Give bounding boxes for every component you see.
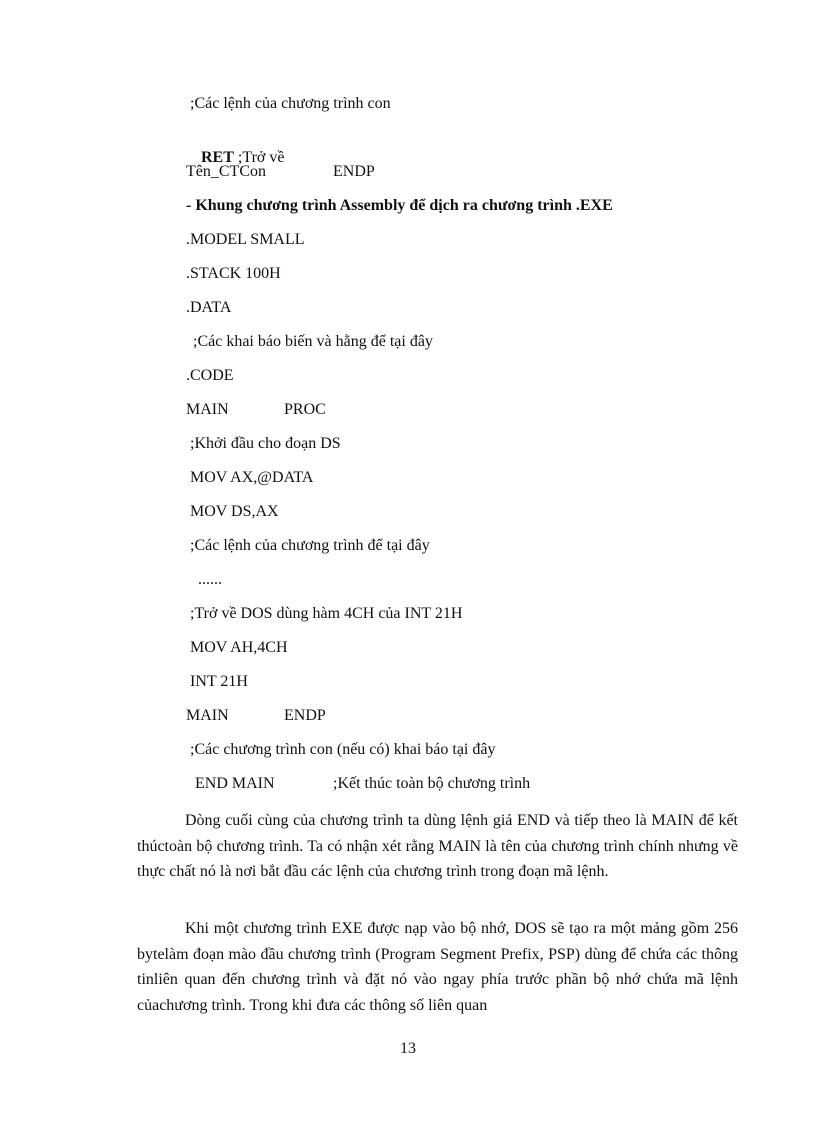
code-line-6: .STACK 100H	[186, 265, 281, 282]
body-paragraph-2: Khi một chương trình EXE được nạp vào bộ nhớ, DOS sẽ tạo ra một mảng gồm 256 bytelàm đoạn mào đầu chương trình (Program Segment Prefix, PSP) dùng để chứa các thông tinliên quan đến chương trình và đặt nó vào ngay phía trước phần bộ nhớ chứa mã lệnh củachương trình. Trong khi đưa các thông số liên quan	[137, 920, 738, 1014]
code-line-5: .MODEL SMALL	[186, 231, 305, 248]
section-heading: - Khung chương trình Assembly để dịch ra chương trình .EXE	[186, 197, 613, 214]
code-line-1: ;Các lệnh của chương trình con	[190, 95, 391, 112]
code-line-3b: ENDP	[333, 163, 375, 180]
code-line-21b: ;Kết thúc toàn bộ chương trình	[333, 775, 531, 792]
code-line-12: MOV AX,@DATA	[190, 469, 314, 486]
code-line-13: MOV DS,AX	[190, 503, 279, 520]
code-line-10a: MAIN	[186, 401, 229, 418]
code-ret-keyword: RET	[201, 149, 234, 166]
code-line-18: INT 21H	[190, 673, 248, 690]
code-line-9: .CODE	[186, 367, 234, 384]
code-line-3a: Tên_CTCon	[186, 163, 266, 180]
code-line-15: ......	[198, 571, 222, 588]
code-line-19b: ENDP	[284, 707, 326, 724]
code-line-11: ;Khởi đầu cho đoạn DS	[190, 435, 341, 452]
code-line-10b: PROC	[284, 401, 326, 418]
code-line-21a: END MAIN	[195, 775, 275, 792]
code-line-14: ;Các lệnh của chương trình để tại đây	[190, 537, 430, 554]
code-line-7: .DATA	[186, 299, 232, 316]
page-number: 13	[400, 1040, 416, 1057]
code-line-8: ;Các khai báo biến và hằng để tại đây	[193, 333, 433, 350]
code-ret-comment: ;Trở về	[233, 149, 285, 166]
code-line-17: MOV AH,4CH	[190, 639, 288, 656]
body-paragraph-1: Dòng cuối cùng của chương trình ta dùng lệnh giả END và tiếp theo là MAIN để kết thúctoàn bộ chương trình. Ta có nhận xét rằng MAIN là tên của chương trình chính nhưng về thực chất nó là nơi bắt đầu các lệnh của chương trình trong đoạn mã lệnh.	[137, 812, 738, 880]
code-line-19a: MAIN	[186, 707, 229, 724]
code-line-20: ;Các chương trình con (nếu có) khai báo tại đây	[190, 741, 496, 758]
code-line-16: ;Trở về DOS dùng hàm 4CH của INT 21H	[190, 605, 463, 622]
